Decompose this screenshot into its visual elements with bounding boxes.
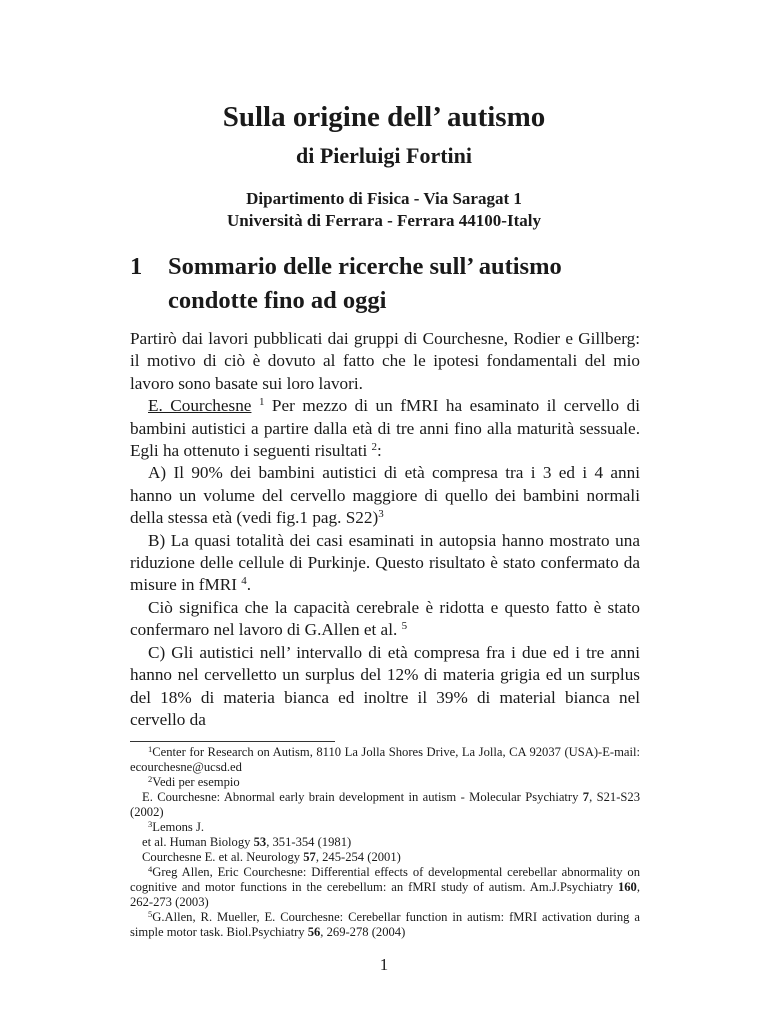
footnote (130, 850, 640, 865)
section-title: Sommario delle ricerche sull’ autismo condotte fino ad oggi (168, 253, 562, 314)
footnote (130, 835, 640, 850)
footnote-text: Lemons J. (152, 820, 205, 835)
paragraph (130, 530, 640, 597)
footnote-text: E. Courchesne: Abnormal early brain development in autism - Molecular Psychiatry (142, 790, 583, 805)
affiliation-line: Dipartimento di Fisica - Via Saragat 1 (246, 189, 522, 208)
footnote (130, 865, 640, 910)
paper-title: Sulla origine dell’ autismo (222, 101, 546, 133)
footnote-mark: 2 (371, 441, 378, 454)
affiliation-line: Università di Ferrara - Ferrara 44100-Italy (227, 211, 541, 230)
paragraph-text: Per mezzo di un fMRI ha esaminato il cervello di bambini autistici a partire dalla età di tre anni fino alla maturità sessuale. Egli ha ottenuto i seguenti risultati (130, 396, 641, 461)
footnote-mark: 3 (148, 819, 153, 830)
footnote-text: , 269-278 (2004) (320, 925, 406, 940)
footnote-mark: 4 (241, 575, 247, 588)
footnote (130, 820, 640, 835)
footnote-mark: 1 (148, 744, 153, 755)
author-reference: E. Courchesne (148, 396, 252, 416)
paragraph: C) Gli autistici nell’ intervallo di età compresa fra i due ed i tre anni hanno nel cervelletto un surplus del 12% di materia grigia ed un surplus del 18% di materia bianca ed inoltre il 39% di material bianca nel cervello da (130, 642, 640, 729)
paragraph-text: : (377, 441, 382, 461)
body-text (130, 328, 640, 731)
footnote-text: , S21-S23 (2002) (130, 790, 640, 820)
footnote-mark: 1 (258, 396, 265, 409)
footnote-text: et al. Human Biology (142, 835, 254, 850)
footnote (130, 775, 640, 790)
paragraph-text: B) La quasi totalità dei casi esaminati in autopsia hanno mostrato una riduzione delle cellule di Purkinje. Questo risultato è stato confermato da misure in fMRI (130, 530, 640, 595)
footnote-text: G.Allen, R. Mueller, E. Courchesne: Cerebellar function in autism: fMRI activation during a simple motor task. Biol.Psychiatry (130, 910, 640, 940)
footnote-rule (130, 741, 335, 742)
paragraph-text: A) Il 90% dei bambini autistici di età compresa tra i 3 ed i 4 anni hanno un volume del cervello maggiore di quello dei bambini normali della stessa età (vedi fig.1 pag. S22) (130, 463, 640, 528)
footnotes (130, 745, 640, 940)
footnote-text: , 262-273 (2003) (130, 880, 640, 910)
volume: 7 (582, 790, 590, 805)
paragraph (130, 462, 640, 529)
footnote-text: , 245-254 (2001) (315, 850, 401, 865)
footnote (130, 910, 640, 940)
paragraph (130, 395, 640, 462)
volume: 57 (303, 850, 316, 865)
author-line: di Pierluigi Fortini (296, 143, 472, 168)
footnote (130, 745, 640, 775)
footnote-text: Vedi per esempio (152, 775, 240, 790)
volume: 160 (617, 880, 637, 895)
page-number: 1 (379, 955, 389, 975)
footnote-mark: 4 (148, 864, 153, 875)
footnote-mark: 5 (401, 620, 408, 633)
paragraph (130, 597, 640, 642)
section-heading (130, 250, 650, 318)
affiliation (0, 188, 768, 232)
footnote (130, 790, 640, 820)
volume: 56 (307, 925, 321, 940)
footnote-mark: 2 (148, 774, 153, 785)
footnote-mark: 3 (378, 508, 384, 521)
paragraph: Partirò dai lavori pubblicati dai gruppi di Courchesne, Rodier e Gillberg: il motivo di ciò è dovuto al fatto che le ipotesi fondamentali del mio lavoro sono basate sui loro lavori. (130, 329, 640, 393)
footnote-mark: 5 (148, 909, 153, 920)
volume: 53 (253, 835, 267, 850)
footnote-text: Courchesne E. et al. Neurology (142, 850, 304, 865)
footnote-text: Center for Research on Autism, 8110 La Jolla Shores Drive, La Jolla, CA 92037 (USA)-E-mail: ecourchesne@ucsd.ed (130, 745, 640, 775)
paragraph-text: . (246, 575, 252, 595)
footnote-text: , 351-354 (1981) (266, 835, 352, 850)
footnote-text: Greg Allen, Eric Courchesne: Differential effects of developmental cerebellar abnormality on cognitive and motor functions in the cerebellum: an fMRI study of autism. Am.J.Psychiatry (130, 865, 640, 895)
paragraph-text: Ciò significa che la capacità cerebrale è ridotta e questo fatto è stato confermaro nel lavoro di G.Allen et al. (130, 597, 640, 640)
section-number: 1 (130, 253, 143, 280)
